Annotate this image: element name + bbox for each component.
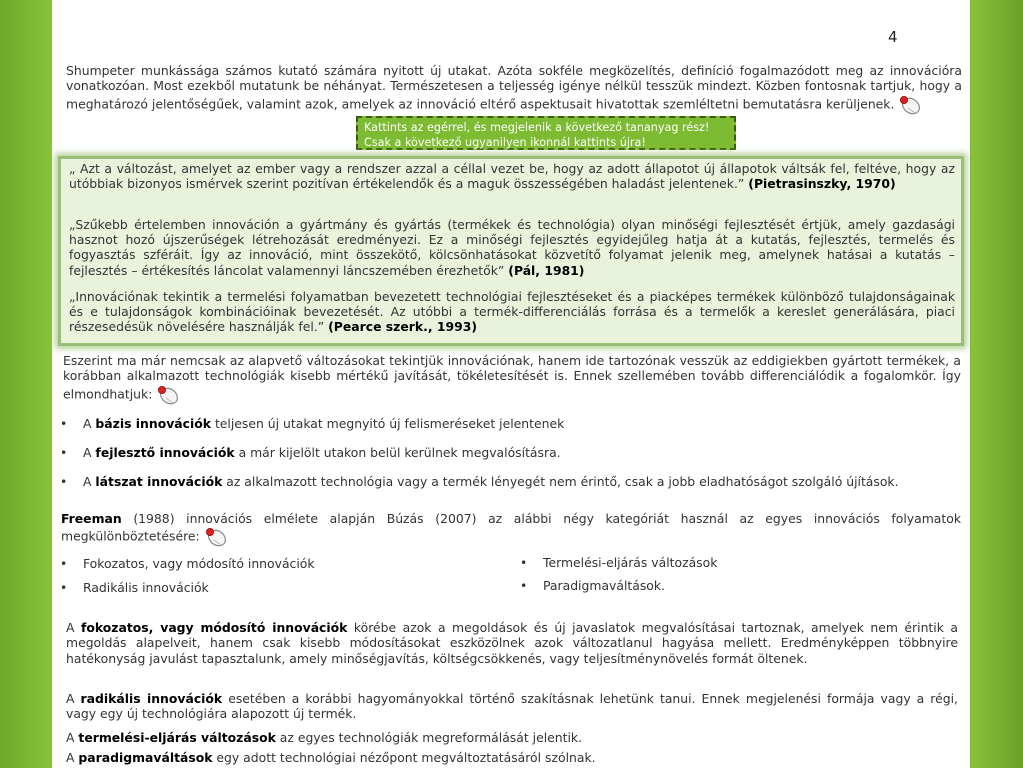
slide: 4 Shumpeter munkássága számos kutató számára nyitott új utakat. Azóta sokféle megközelítés, definíció fogalmazódott meg az innovációra vonatkozóan. Most ezekből mutatunk be néhányat. Természetesen a teljesség igénye nélkül tesszük mindezt. Közben fontosnak tartjuk, hogy a meghatározó jelentőségűek, valamint azok, amelyek az innováció eltérő aspektusait hivatottak szemléltetni bemutatásra kerüljenek. Kattints az egérrel, és megjelenik a következő tananyag rész! Csak a következő ugyanilyen ikonnál kattints újra! „ Azt a változást, amelyet az ember vagy a rendszer azzal a céllal vezet be, hogy az adott állapotot új állapotok váltsák fel, feltéve, hogy az utóbbiak bizonyos ismérvek szerint pozitívan értékelendők és a maguk összességében haladást jelentenek.” (Pietrasinszky, 1970) „Szűkebb értelemben innováción a gyártmány és gyártás (termékek és technológia) olyan minőségi fejlesztését értjük, amely gazdasági hasznot hozó újszerűségek létrehozását eredményezi. Ez a minőségi fejlesztés egyidejűleg hatja át a kutatás, fejlesztés, termelés és fogyasztás szféráit. Így az innováció, mint összekötő, kölcsönhatásokat közvetítő folyamat jelenik meg, amelynek hatásai a kutatás – fejlesztés – értékesítés láncolat valamennyi láncszemében érezhetők” (Pál, 1981) „Innovációnak tekintik a termelési folyamatban bevezetett technológiai fejlesztéseket és a piacképes termékek különböző tulajdonságainak és e tulajdonságok kombinációinak bevezetését. Az utóbbi a termék-differenciálás forrása és a termelők a kereslet generálására, piaci részesedésük növelésére használják fel.” (Pearce szerk., 1993) Eszerint ma már nemcsak az alapvető változásokat tekintjük innovációnak, hanem ide tartozónak vesszük az eddigiekben gyártott termékek, a korábban alkalmazott technológiák kisebb mértékű javítását, tökéletesítését is. Ennek szellemében tovább differenciálódik a fogalomkör. Így elmondhatjuk: • A bázis innovációk teljesen új utakat megnyitó új felismeréseket jelentenek • A fejlesztő innovációk a már kijelölt utakon belül kerülnek megvalósításra. • A látszat innovációk az alkalmazott technológia vagy a termék lényegét nem érintő, csak a jobb eladhatóságot szolgáló újítások. Freeman (1988) innovációs elmélete alapján Búzás (2007) az alábbi négy kategóriát használ az egyes innovációs folyamatok megkülönböztetésére: • Fokozatos, vagy módosító innovációk • Radikális innovációk • Termelési-eljárás változások • Paradigmaváltások. A fokozatos, vagy módosító innovációk körébe azok a megoldások és új javaslatok megvalósításai tartoznak, amelyek nem érintik a megoldás alapelveit, hanem csak kisebb módosításokat eszközölnek azok változatlanul hagyása mellett. Eredményképpen többnyire hatékonyság javulást tapasztalunk, amely minőségjavítás, költségcsökkenés, vagy teljesítménynövelés formát öltenek. A radikális innovációk esetében a korábbi hagyományokkal történő szakításnak lehetünk tanui. Ennek megjelenési formája vagy a régi, vagy egy új technológiára alapozott új termék. A termelési-eljárás változások az egyes technológiák megreformálását jelentik. A paradigmaváltások egy adott technológiai nézőpont megváltoztatásáról szólnak. xyxy=(52,0,970,768)
description-paragraph: A termelési-eljárás változások az egyes technológiák megreformálását jelentik. xyxy=(66,730,583,745)
quote-1: „ Azt a változást, amelyet az ember vagy a rendszer azzal a céllal vezet be, hogy az adott állapotot új állapotok váltsák fel, feltéve, hogy az utóbbiak bizonyos ismérvek szerint pozitívan értékelendők és a maguk összességében haladást jelentenek.” (Pietrasinszky, 1970) xyxy=(69,161,955,192)
quote-2: „Szűkebb értelemben innováción a gyártmány és gyártás (termékek és technológia) olyan minőségi fejlesztését értjük, amely gazdasági hasznot hozó újszerűségek létrehozását eredményezi. Ez a minőségi fejlesztés egyidejűleg hatja át a kutatás, fejlesztés, termelés és fogyasztás szféráit. Így az innováció, mint összekötő, kölcsönhatásokat közvetítő folyamat jelenik meg, amelynek hatásai a kutatás – fejlesztés – értékesítés láncolat valamennyi láncszemében érezhetők” (Pál, 1981) xyxy=(69,217,955,278)
paragraph-2: Eszerint ma már nemcsak az alapvető változásokat tekintjük innovációnak, hanem ide tartozónak vesszük az eddigiekben gyártott termékek, a korábban alkalmazott technológiák kisebb mértékű javítását, tökéletesítését is. Ennek szellemében tovább differenciálódik a fogalomkör. Így elmondhatjuk: xyxy=(63,353,961,406)
quote-citation: (Pietrasinszky, 1970) xyxy=(748,176,896,192)
left-border xyxy=(0,0,52,768)
quote-3: „Innovációnak tekintik a termelési folyamatban bevezetett technológiai fejlesztéseket és a piacképes termékek különböző tulajdonságainak és e tulajdonságok kombinációinak bevezetését. Az utóbbi a termék-differenciálás forrása és a termelők a kereslet generálására, piaci részesedésük növelésére használják fel.” (Pearce szerk., 1993) xyxy=(69,289,955,335)
page-number: 4 xyxy=(888,28,898,46)
click-hand-icon[interactable] xyxy=(204,526,228,548)
category-descriptions xyxy=(62,613,960,768)
click-hint-box: Kattints az egérrel, és megjelenik a következő tananyag rész! Csak a következő ugyanilyen ikonnál kattints újra! xyxy=(356,116,736,150)
intro-text: Shumpeter munkássága számos kutató számára nyitott új utakat. Azóta sokféle megközelítés, definíció fogalmazódott meg az innovációra vonatkozóan. Most ezekből mutatunk be néhányat. Természetesen a teljesség igénye nélkül tesszük mindezt. Közben fontosnak tartjuk, hogy a meghatározó jelentőségűek, valamint azok, amelyek az innováció eltérő aspektusait hivatottak xyxy=(66,63,962,112)
click-hand-icon[interactable] xyxy=(156,384,180,406)
description-paragraph: A fokozatos, vagy módosító innovációk körébe azok a megoldások és új javaslatok megvalósításai tartoznak, amelyek nem érintik a megoldás alapelveit, hanem csak kisebb módosításokat eszközölnek azok változatlanul hagyása mellett. Eredményképpen többnyire hatékonyság javulást tapasztalunk, amely minőségjavítás, költségcsökkenés, vagy teljesítménynövelés formát öltenek. xyxy=(66,620,958,666)
freeman-paragraph: Freeman (1988) innovációs elmélete alapján Búzás (2007) az alábbi négy kategóriát használ az egyes innovációs folyamatok megkülönböztetésére: xyxy=(61,511,961,548)
right-border xyxy=(971,0,1023,768)
click-hand-icon[interactable] xyxy=(898,94,922,116)
intro-last-line: szemléltetni bemutatásra kerüljenek. xyxy=(662,96,895,112)
intro-paragraph xyxy=(66,63,962,116)
definitions-quote-box xyxy=(58,156,964,346)
description-paragraph: A paradigmaváltások egy adott technológiai nézőpont megváltoztatásáról szólnak. xyxy=(66,750,596,765)
quote-citation: (Pearce szerk., 1993) xyxy=(328,319,478,335)
description-paragraph: A radikális innovációk esetében a korábbi hagyományokkal történő szakításnak lehetünk tanui. Ennek megjelenési formája vagy a régi, vagy egy új technológiára alapozott új termék. xyxy=(66,691,959,722)
quote-citation: (Pál, 1981) xyxy=(508,262,585,278)
